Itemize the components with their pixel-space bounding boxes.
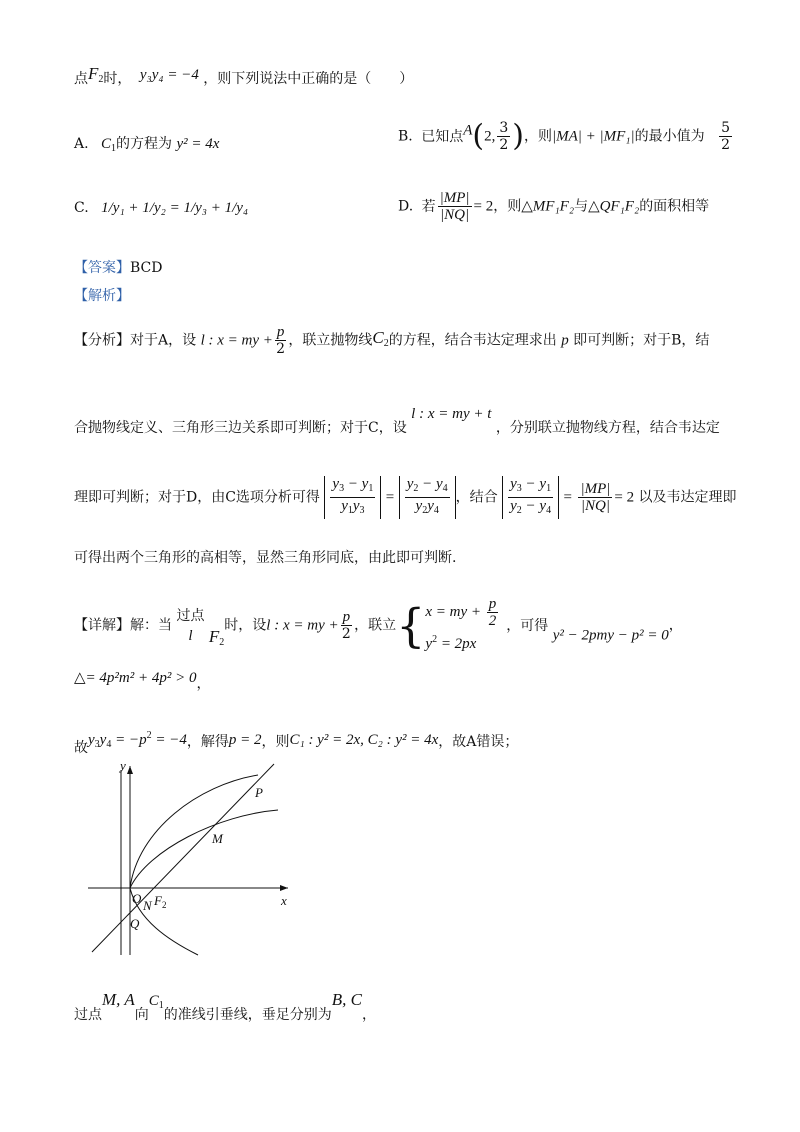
y-axis-label: y bbox=[120, 760, 126, 773]
parabola-c1 bbox=[130, 810, 278, 888]
intro-question: ，则下列说法中正确的是（ ） bbox=[203, 71, 414, 87]
option-b: B. 已知点A(2, $\frac{3}{2}$ )，则|MA| + |MF₁|的最小值为 $\frac{5}{2}$ bbox=[398, 118, 731, 154]
analysis-tag: 【解析】 bbox=[74, 288, 130, 304]
answer-line bbox=[74, 258, 740, 278]
option-a-equation: y² = 4x bbox=[176, 136, 220, 152]
intro-text-1: 点 bbox=[74, 71, 88, 87]
label-p: P bbox=[255, 785, 263, 800]
detail-last-line: 过点M, A向$C_1$的准线引垂线，垂足分别为B, C， bbox=[74, 990, 376, 1023]
discriminant: △= 4p²m² + 4p² > 0 bbox=[74, 670, 197, 686]
parabola-figure bbox=[78, 760, 298, 960]
label-f2: $F_2$ bbox=[154, 893, 167, 910]
line-l bbox=[92, 764, 274, 952]
option-d: D. 若 $\frac{|MP|}{|NQ|}$ = 2，则△MF₁F₂与△QF₁F₂的面积相等 bbox=[398, 190, 710, 223]
intro-text-2: 时， bbox=[103, 71, 132, 87]
option-a: A. $C_1$的方程为 y² = 4x bbox=[74, 136, 220, 154]
analysis-tag-line bbox=[74, 286, 740, 306]
answer-tag: 【答案】 bbox=[74, 260, 130, 276]
detail-line-3: 故$y_3y_4 = -p^2 = -4$，解得p = 2，则C₁ : y² = 2x, C₂ : y² = 4x，故A错误； bbox=[74, 730, 519, 756]
intro-line bbox=[74, 64, 740, 90]
option-c-equation: 1/y₁ + 1/y₂ = 1/y₃ + 1/y₄ bbox=[101, 200, 249, 216]
option-c: C. 1/y₁ + 1/y₂ = 1/y₃ + 1/y₄ bbox=[74, 200, 249, 216]
label-o: O bbox=[132, 891, 142, 906]
analysis-line-1: 【分析】对于A，设 l : x = my + $\frac{p}{2}$ ，联立抛物线$C_2$的方程，结合韦达定理求出 p 即可判断；对于B，结 bbox=[74, 324, 710, 357]
y-axis-arrow bbox=[127, 766, 133, 774]
option-b-min-value: $\frac{5}{2}$ bbox=[721, 120, 731, 153]
detail-line-2: △= 4p²m² + 4p² > 0， bbox=[74, 670, 211, 692]
analysis-line-2: 合抛物线定义、三角形三边关系即可判断；对于C，设 l : x = my + t ，分别联立抛物线方程，结合韦达定 bbox=[74, 406, 720, 436]
label-n: N bbox=[143, 898, 152, 913]
label-m: M bbox=[212, 831, 223, 846]
detail-line-1: 【详解】解：当 过点 l $F_2$时，设l : x = my + $\frac{p}{2}$ ，联立{ x = my + $\frac{p}{2}$ $y^2 = 2px$ ，可得 y² − 2pmy − p² = 0， bbox=[74, 596, 683, 653]
answer-value: BCD bbox=[130, 260, 163, 276]
intro-condition: y₃y₄ = −4 bbox=[139, 67, 199, 83]
label-q: Q bbox=[130, 916, 140, 931]
analysis-line-3: 理即可判断；对于D，由C选项分析可得 $\frac{y_3 - y_1}{y_1y_3}$ = $\frac{y_2 - y_4}{y_2y_4}$ ，结合 $\frac{y_3 - y_1}{y_2 - y_4}$ = $\frac{|MP|}{|NQ|}$ = 2 以及韦达定理即 bbox=[74, 476, 740, 519]
x-axis-label: x bbox=[281, 893, 287, 908]
analysis-line-4: 可得出两个三角形的高相等，显然三角形同底，由此即可判断. bbox=[74, 550, 457, 566]
focus-f2: $F_2$ bbox=[88, 64, 104, 85]
parabola-c2 bbox=[130, 775, 258, 955]
x-axis-arrow bbox=[280, 885, 288, 891]
